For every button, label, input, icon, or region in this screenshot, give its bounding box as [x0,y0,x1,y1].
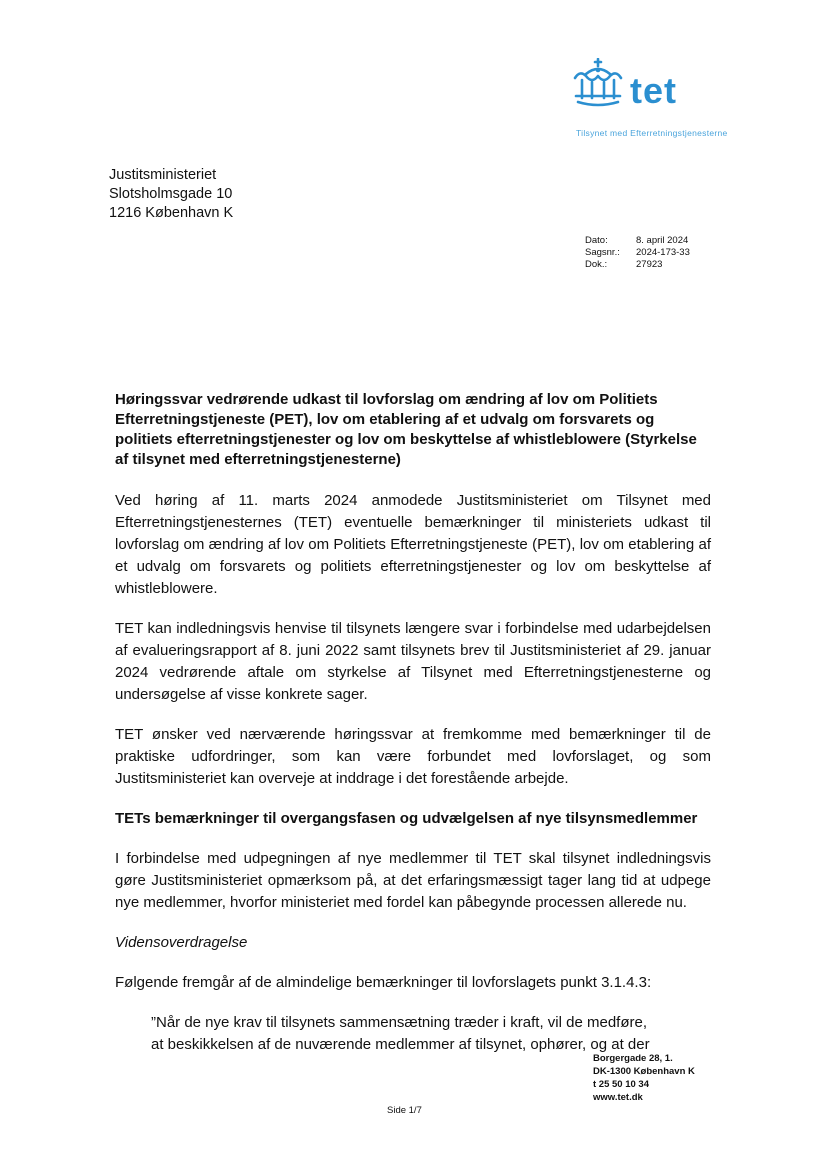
meta-label: Dato: [585,235,608,246]
tet-logo [570,58,770,148]
section-heading: TETs bemærkninger til overgangsfasen og udvælgelsen af nye tilsynsmedlemmer [115,810,698,827]
meta-label: Sagsnr.: [585,247,620,258]
address-line: t 25 50 10 34 [593,1079,649,1090]
paragraph: TET ønsker ved nærværende høringssvar at fremkomme med bemærkninger til de praktiske udfordringer, som kan være forbundet med lovforslaget, og som Justitsministeriet kan overveje at inddrage i det forestående arbejde. [115,726,711,787]
quote-line: at beskikkelsen af de nuværende medlemmer af tilsynet, ophører, og at der [151,1036,650,1053]
meta-date [585,235,690,247]
sender-address [593,1052,695,1104]
page-number: Side 1/7 [387,1105,422,1116]
subsection-heading: Vidensoverdragelse [115,934,248,951]
meta-value: 27923 [636,259,663,270]
meta-document-number [585,259,690,271]
logo-tagline: Tilsynet med Efterretningstjenesterne [576,128,728,138]
meta-value: 8. april 2024 [636,235,689,246]
recipient-line: Slotsholmsgade 10 [109,186,233,202]
address-line: DK-1300 København K [593,1066,695,1077]
meta-label: Dok.: [585,259,608,270]
paragraph: I forbindelse med udpegningen af nye medlemmer til TET skal tilsynet indledningsvis gøre Justitsministeriet opmærksom på, at det erfaringsmæssigt tager lang tid at udpege nye medlemmer, hvorfor ministeriet med fordel kan påbegynde processen allerede nu. [115,850,711,911]
meta-case-number [585,247,690,259]
recipient-line: Justitsministeriet [109,167,217,183]
recipient-address [109,166,233,223]
address-line: Borgergade 28, 1. [593,1053,673,1064]
letter-title: Høringssvar vedrørende udkast til lovforslag om ændring af lov om Politiets Efterretningstjeneste (PET), lov om etablering af et udvalg om forsvarets og politiets efterretningstjenester og lov om beskyttelse af whistleblowere (Styrkelse af tilsynet med efterretningstjenesterne) [115,391,697,468]
paragraph: Følgende fremgår af de almindelige bemærkninger til lovforslagets punkt 3.1.4.3: [115,974,652,991]
paragraph: TET kan indledningsvis henvise til tilsynets længere svar i forbindelse med udarbejdelsen af evalueringsrapport af 8. juni 2022 samt tilsynets brev til Justitsministeriet af 29. januar 2024 vedrørende aftale om styrkelse af Tilsynet med Efterretningstjenesterne og undersøgelse af visse konkrete sager. [115,620,711,703]
crown-icon [570,58,626,110]
document-meta [585,235,690,271]
quote-line: ”Når de nye krav til tilsynets sammensætning træder i kraft, vil de medføre, [151,1014,647,1031]
recipient-line: 1216 København K [109,205,234,221]
meta-value: 2024-173-33 [636,247,690,258]
address-line: www.tet.dk [593,1092,643,1103]
logo-wordmark: tet [630,70,677,111]
letter-body [115,390,711,1056]
paragraph: Ved høring af 11. marts 2024 anmodede Justitsministeriet om Tilsynet med Efterretningstjenesternes (TET) eventuelle bemærkninger til ministeriets udkast til lovforslag om ændring af lov om Politiets Efterretningstjeneste (PET), lov om etablering af et udvalg om forsvarets og politiets efterretningstjenester og lov om beskyttelse af whistleblowere. [115,492,711,597]
